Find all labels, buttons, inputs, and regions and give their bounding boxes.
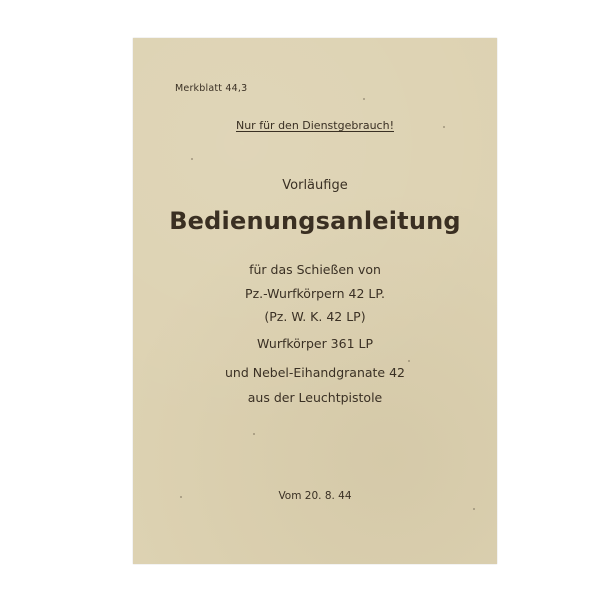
paper-speck (408, 360, 410, 362)
title-prefix: Vorläufige (282, 178, 348, 193)
classification-text: Nur für den Dienstgebrauch! (235, 119, 394, 132)
subtitle-line: Pz.-Wurfkörpern 42 LP. (245, 286, 385, 301)
paper-speck (473, 508, 475, 510)
subtitle-line: und Nebel-Eihandgranate 42 (225, 365, 405, 380)
paper-speck (253, 433, 255, 435)
subtitle-line: für das Schießen von (249, 262, 381, 277)
document-date: Vom 20. 8. 44 (278, 490, 352, 502)
subtitle-line: Wurfkörper 361 LP (256, 336, 374, 351)
sheet-number: Merkblatt 44,3 (175, 83, 248, 94)
subtitle-line: (Pz. W. K. 42 LP) (264, 309, 366, 324)
paper-speck (363, 98, 365, 100)
classification-notice (133, 119, 497, 132)
paper-speck (191, 158, 193, 160)
document-title: Bedienungsanleitung (169, 207, 461, 235)
document-cover (133, 38, 497, 564)
subtitle-line: aus der Leuchtpistole (247, 390, 383, 405)
